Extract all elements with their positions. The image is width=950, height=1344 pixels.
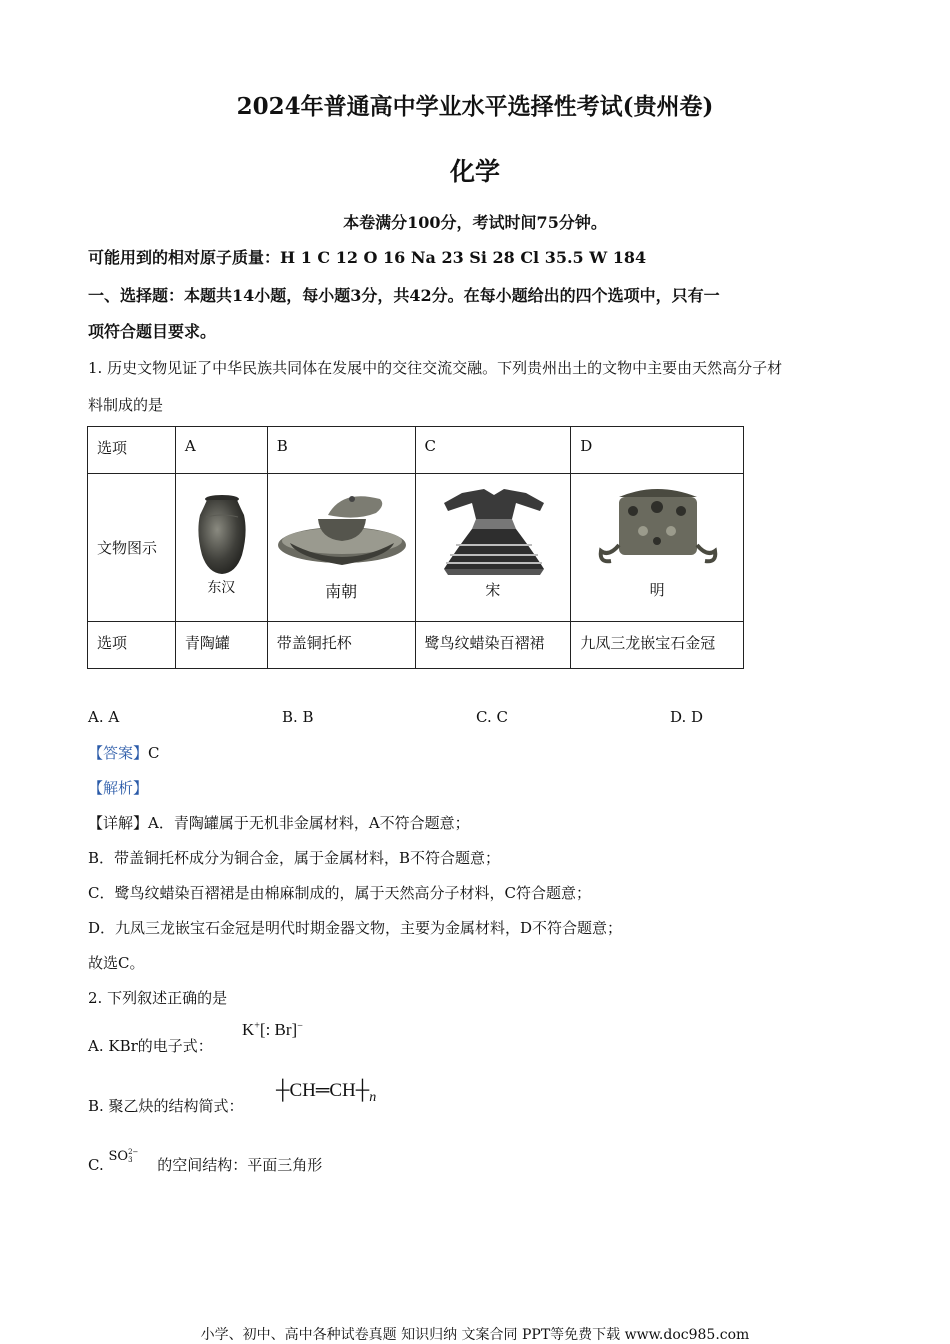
subject-title: 化学 (449, 157, 500, 186)
answer-value: C (148, 744, 160, 762)
col-letter-b: B (267, 427, 415, 474)
q1-option-c: C. C (476, 708, 508, 726)
relics-table (87, 426, 744, 669)
exam-info: 本卷满分100分，考试时间75分钟。 (343, 213, 607, 232)
q1-option-d: D. D (670, 708, 704, 726)
era-label-b: 南朝 (325, 581, 358, 601)
era-label-d: 明 (649, 580, 665, 599)
q1-stem-line1: 1. 历史文物见证了中华民族共同体在发展中的交往交流交融。下列贵州出土的文物中主要由天然高分子材 (88, 359, 783, 377)
row-label-option: 选项 (88, 427, 176, 474)
table-row (88, 621, 744, 668)
kbr-electron-formula: K+[: Br]− (242, 1020, 303, 1039)
exam-title: 2024年普通高中学业水平选择性考试(贵州卷) (236, 93, 714, 120)
relic-name-b: 带盖铜托杯 (267, 621, 415, 668)
q1-option-a: A. A (88, 708, 120, 726)
relic-name-a: 青陶罐 (175, 621, 267, 668)
detail-line-5: 故选C。 (88, 954, 145, 972)
polyacetylene-formula: $┼CH═CH┼_n$ (276, 1080, 377, 1105)
q1-stem-line2: 料制成的是 (88, 396, 164, 414)
q2-option-b: B. 聚乙炔的结构简式： (88, 1097, 244, 1115)
relic-cell-d (571, 474, 744, 622)
col-letter-a: A (175, 427, 267, 474)
relic-cell-b (267, 474, 415, 622)
pottery-jar-image (176, 475, 268, 620)
sulfite-formula: SO 2− 3 (108, 1148, 139, 1164)
q1-option-b: B. B (282, 708, 314, 726)
col-letter-c: C (415, 427, 571, 474)
q2-option-c: C. SO 2− 3 的空间结构：平面三角形 (88, 1155, 322, 1177)
relic-name-c: 鹭鸟纹蜡染百褶裙 (415, 621, 571, 668)
page-footer: 小学、初中、高中各种试卷真题 知识归纳 文案合同 PPT等免费下载 www.doc985.com (200, 1327, 750, 1343)
detail-line-3: C．鹭鸟纹蜡染百褶裙是由棉麻制成的，属于天然高分子材料，C符合题意； (88, 884, 591, 902)
q2-stem: 2. 下列叙述正确的是 (88, 989, 228, 1007)
row-label-image: 文物图示 (88, 474, 176, 622)
relic-name-d: 九凤三龙嵌宝石金冠 (571, 621, 744, 668)
row-label-name: 选项 (88, 621, 176, 668)
detail-line-1: 【详解】A．青陶罐属于无机非金属材料，A不符合题意； (88, 814, 470, 832)
section-heading-line2: 项符合题目要求。 (88, 322, 217, 341)
detail-line-2: B．带盖铜托杯成分为铜合金，属于金属材料，B不符合题意； (88, 849, 501, 867)
relic-cell-a (175, 474, 267, 622)
atomic-masses: 可能用到的相对原子质量：H 1 C 12 O 16 Na 23 Si 28 Cl 35.5 W 184 (88, 248, 647, 267)
table-row (88, 427, 744, 474)
col-letter-d: D (571, 427, 744, 474)
q2-option-a: A. KBr的电子式： (88, 1037, 213, 1055)
era-label-c: 宋 (485, 580, 501, 599)
table-row (88, 474, 744, 622)
answer-tag: 【答案】 (88, 744, 149, 762)
relic-cell-c (415, 474, 571, 622)
era-label-a: 东汉 (207, 579, 236, 596)
analysis-tag: 【解析】 (88, 779, 149, 797)
section-heading-line1: 一、选择题：本题共14小题，每小题3分，共42分。在每小题给出的四个选项中，只有一 (88, 286, 720, 305)
detail-tag: 【详解】 (88, 814, 149, 832)
answer-line (88, 743, 160, 763)
detail-line-4: D．九凤三龙嵌宝石金冠是明代时期金器文物，主要为金属材料，D不符合题意； (88, 919, 623, 937)
